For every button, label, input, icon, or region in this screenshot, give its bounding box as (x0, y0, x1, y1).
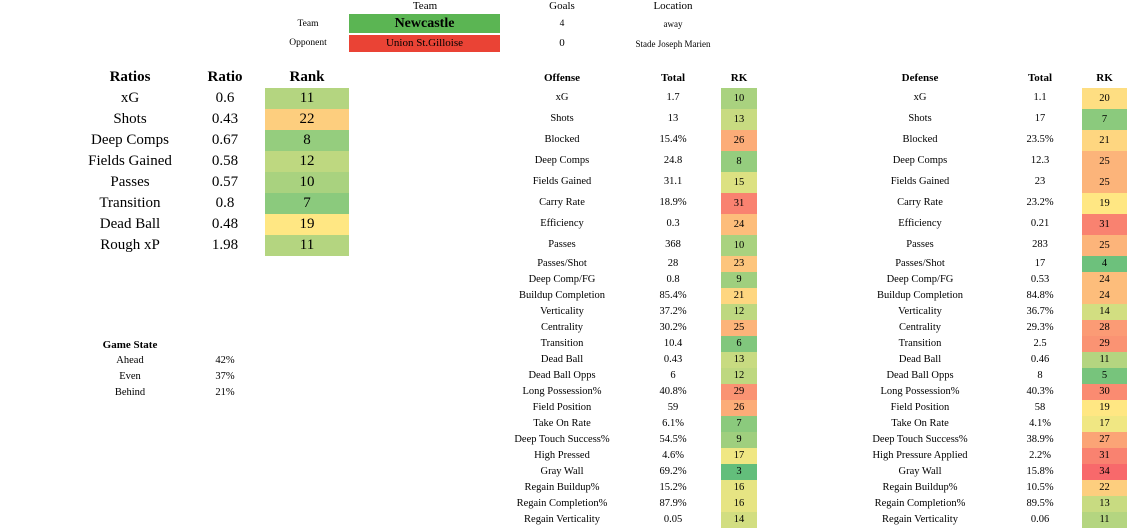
defense-row-total: 89.5% (1026, 497, 1054, 509)
defense-row-rk: 14 (1082, 304, 1127, 320)
offense-row-total: 85.4% (659, 289, 687, 301)
defense-row-total: 15.8% (1026, 465, 1054, 477)
offense-row-total: 6 (670, 369, 676, 381)
defense-row-name: Verticality (898, 305, 942, 317)
offense-row-rk: 21 (721, 288, 757, 304)
ratio-row-value: 1.98 (211, 237, 239, 253)
defense-row-total: 0.21 (1030, 218, 1050, 229)
defense-row-total: 23.2% (1026, 197, 1054, 208)
offense-row-name: Fields Gained (532, 176, 592, 187)
offense-row-name: Gray Wall (540, 465, 584, 477)
offense-row-rk: 16 (721, 480, 757, 496)
offense-row-name: Centrality (541, 321, 583, 333)
ratio-row-name: Transition (99, 195, 161, 211)
defense-row-name: Deep Touch Success% (872, 433, 968, 445)
game-state-label: Ahead (116, 355, 144, 366)
offense-row-name: Deep Comp/FG (528, 273, 596, 285)
header-col-goals: Goals (549, 0, 575, 12)
offense-row-rk: 29 (721, 384, 757, 400)
ratios-header-rank: Rank (289, 69, 325, 85)
offense-row-name: Regain Verticality (524, 513, 600, 525)
offense-row-rk: 15 (721, 172, 757, 193)
offense-row-total: 13 (667, 113, 679, 124)
ratio-row-rank: 7 (265, 193, 349, 214)
defense-row-total: 8 (1037, 369, 1043, 381)
ratio-row-name: Fields Gained (88, 153, 172, 169)
offense-row-rk: 6 (721, 336, 757, 352)
defense-row-total: 283 (1032, 239, 1048, 250)
game-state-value: 42% (215, 355, 235, 366)
offense-row-total: 15.4% (659, 134, 687, 145)
offense-row-name: Regain Buildup% (524, 481, 600, 493)
defense-row-rk: 5 (1082, 368, 1127, 384)
defense-row-total: 38.9% (1026, 433, 1054, 445)
offense-row-total: 69.2% (659, 465, 687, 477)
defense-row-total: 36.7% (1026, 305, 1054, 317)
offense-row-total: 59 (667, 401, 679, 413)
offense-row-name: Regain Completion% (516, 497, 608, 509)
ratio-row-rank: 8 (265, 130, 349, 151)
ratios-header-name: Ratios (109, 69, 151, 85)
defense-row-rk: 25 (1082, 172, 1127, 193)
defense-row-rk: 17 (1082, 416, 1127, 432)
defense-row-rk: 28 (1082, 320, 1127, 336)
defense-row-name: Take On Rate (891, 417, 949, 429)
offense-row-rk: 7 (721, 416, 757, 432)
offense-row-total: 24.8 (663, 155, 683, 166)
game-state-value: 37% (215, 371, 235, 382)
offense-row-total: 40.8% (659, 385, 687, 397)
defense-row-rk: 19 (1082, 400, 1127, 416)
defense-row-total: 10.5% (1026, 481, 1054, 493)
offense-row-name: xG (555, 92, 569, 103)
offense-row-name: Deep Comps (534, 155, 590, 166)
offense-row-name: Transition (540, 337, 584, 349)
ratio-row-value: 0.6 (215, 90, 235, 106)
offense-row-name: Passes (548, 239, 576, 250)
defense-row-rk: 11 (1082, 352, 1127, 368)
opponent-label: Opponent (289, 38, 327, 48)
offense-row-rk: 13 (721, 352, 757, 368)
offense-row-rk: 16 (721, 496, 757, 512)
offense-row-total: 54.5% (659, 433, 687, 445)
offense-row-total: 37.2% (659, 305, 687, 317)
offense-row-rk: 13 (721, 109, 757, 130)
offense-row-rk: 14 (721, 512, 757, 528)
offense-row-name: Dead Ball Opps (528, 369, 596, 381)
offense-header-total: Total (660, 72, 686, 84)
offense-row-rk: 26 (721, 130, 757, 151)
ratio-row-value: 0.58 (211, 153, 239, 169)
game-state-value: 21% (215, 387, 235, 398)
defense-row-name: Passes (906, 239, 934, 250)
ratio-row-name: Rough xP (100, 237, 160, 253)
game-state-label: Even (119, 371, 141, 382)
defense-row-name: Blocked (902, 134, 938, 145)
ratio-row-rank: 19 (265, 214, 349, 235)
offense-row-rk: 23 (721, 256, 757, 272)
defense-row-total: 17 (1034, 113, 1046, 124)
defense-row-rk: 25 (1082, 235, 1127, 256)
opponent-goals: 0 (559, 37, 565, 49)
defense-row-name: Regain Completion% (874, 497, 966, 509)
defense-row-total: 2.5 (1033, 337, 1047, 349)
team-label: Team (297, 19, 319, 29)
defense-row-name: Deep Comps (892, 155, 948, 166)
offense-row-rk: 17 (721, 448, 757, 464)
offense-row-total: 368 (665, 239, 681, 250)
defense-row-rk: 29 (1082, 336, 1127, 352)
defense-row-name: High Pressure Applied (872, 449, 968, 461)
defense-row-name: Long Possession% (880, 385, 960, 397)
offense-row-total: 1.7 (666, 92, 680, 103)
offense-row-name: Take On Rate (533, 417, 591, 429)
offense-row-rk: 31 (721, 193, 757, 214)
defense-row-rk: 22 (1082, 480, 1127, 496)
ratio-row-name: Passes (110, 174, 150, 190)
defense-row-rk: 24 (1082, 288, 1127, 304)
ratio-row-value: 0.8 (215, 195, 235, 211)
offense-header-rk: RK (730, 72, 748, 84)
defense-row-total: 1.1 (1033, 92, 1047, 103)
offense-row-name: Verticality (540, 305, 584, 317)
defense-row-name: Regain Verticality (882, 513, 958, 525)
opponent-name-cell: Union St.Gilloise (349, 35, 500, 52)
ratio-row-rank: 10 (265, 172, 349, 193)
defense-row-total: 23.5% (1026, 134, 1054, 145)
offense-row-name: Long Possession% (522, 385, 602, 397)
defense-row-name: Deep Comp/FG (886, 273, 954, 285)
game-state-label: Behind (114, 387, 146, 398)
offense-row-total: 0.8 (666, 273, 680, 285)
team-location: away (663, 19, 683, 29)
offense-row-total: 31.1 (663, 176, 683, 187)
offense-row-name: Buildup Completion (518, 289, 606, 301)
defense-row-rk: 31 (1082, 448, 1127, 464)
defense-header-rk: RK (1096, 72, 1113, 84)
ratio-row-value: 0.48 (211, 216, 239, 232)
defense-row-rk: 21 (1082, 130, 1127, 151)
team-goals: 4 (559, 19, 565, 29)
offense-row-name: Shots (550, 113, 574, 124)
offense-row-total: 18.9% (659, 197, 687, 208)
defense-row-rk: 24 (1082, 272, 1127, 288)
offense-row-rk: 12 (721, 368, 757, 384)
offense-row-rk: 9 (721, 272, 757, 288)
header-col-location: Location (653, 0, 693, 12)
offense-row-total: 0.05 (663, 513, 683, 525)
defense-row-total: 12.3 (1030, 155, 1050, 166)
defense-row-total: 0.06 (1030, 513, 1050, 525)
offense-row-total: 4.6% (662, 449, 684, 461)
defense-row-total: 2.2% (1029, 449, 1051, 461)
game-state-title: Game State (102, 339, 158, 351)
offense-row-total: 10.4 (663, 337, 683, 349)
team-name-cell: Newcastle (349, 14, 500, 33)
defense-row-rk: 20 (1082, 88, 1127, 109)
offense-row-name: Passes/Shot (537, 257, 587, 269)
offense-row-name: Dead Ball (540, 353, 584, 365)
defense-row-name: Regain Buildup% (882, 481, 958, 493)
offense-row-rk: 3 (721, 464, 757, 480)
defense-row-name: Dead Ball (898, 353, 942, 365)
ratios-header-ratio: Ratio (207, 69, 243, 85)
offense-row-rk: 8 (721, 151, 757, 172)
defense-row-rk: 13 (1082, 496, 1127, 512)
offense-row-total: 15.2% (659, 481, 687, 493)
defense-row-rk: 7 (1082, 109, 1127, 130)
defense-row-rk: 34 (1082, 464, 1127, 480)
defense-row-rk: 30 (1082, 384, 1127, 400)
ratio-row-value: 0.43 (211, 111, 239, 127)
defense-row-name: Efficiency (898, 218, 942, 229)
offense-row-total: 30.2% (659, 321, 687, 333)
defense-row-name: Fields Gained (890, 176, 950, 187)
defense-row-total: 4.1% (1029, 417, 1051, 429)
defense-row-name: xG (913, 92, 927, 103)
offense-header-name: Offense (543, 72, 581, 84)
offense-row-rk: 12 (721, 304, 757, 320)
offense-row-total: 6.1% (662, 417, 684, 429)
offense-row-name: Field Position (532, 401, 592, 413)
defense-row-name: Carry Rate (897, 197, 943, 208)
defense-row-name: Gray Wall (898, 465, 942, 477)
offense-row-rk: 24 (721, 214, 757, 235)
ratio-row-name: Deep Comps (91, 132, 169, 148)
defense-header-total: Total (1027, 72, 1053, 84)
offense-row-name: High Pressed (534, 449, 590, 461)
defense-row-total: 84.8% (1026, 289, 1054, 301)
defense-row-name: Transition (898, 337, 942, 349)
defense-row-name: Shots (908, 113, 932, 124)
offense-row-total: 87.9% (659, 497, 687, 509)
defense-row-total: 0.53 (1030, 273, 1050, 285)
offense-row-name: Deep Touch Success% (514, 433, 610, 445)
opponent-location: Stade Joseph Marien (635, 39, 711, 49)
ratio-row-name: Dead Ball (99, 216, 161, 232)
defense-row-rk: 11 (1082, 512, 1127, 528)
defense-row-total: 17 (1034, 257, 1046, 269)
defense-row-name: Field Position (890, 401, 950, 413)
defense-row-name: Passes/Shot (895, 257, 945, 269)
offense-row-rk: 10 (721, 235, 757, 256)
defense-row-rk: 4 (1082, 256, 1127, 272)
defense-header-name: Defense (901, 72, 939, 84)
offense-row-name: Carry Rate (539, 197, 585, 208)
ratio-row-rank: 12 (265, 151, 349, 172)
ratio-row-value: 0.57 (211, 174, 239, 190)
offense-row-rk: 10 (721, 88, 757, 109)
defense-row-total: 29.3% (1026, 321, 1054, 333)
defense-row-total: 58 (1034, 401, 1046, 413)
defense-row-name: Dead Ball Opps (886, 369, 954, 381)
offense-row-total: 0.3 (666, 218, 680, 229)
defense-row-rk: 27 (1082, 432, 1127, 448)
ratio-row-rank: 11 (265, 88, 349, 109)
defense-row-rk: 31 (1082, 214, 1127, 235)
defense-row-name: Buildup Completion (876, 289, 964, 301)
ratio-row-rank: 22 (265, 109, 349, 130)
ratio-row-name: xG (120, 90, 140, 106)
ratio-row-rank: 11 (265, 235, 349, 256)
offense-row-rk: 9 (721, 432, 757, 448)
header-col-team: Team (412, 0, 438, 12)
offense-row-name: Blocked (544, 134, 580, 145)
offense-row-name: Efficiency (540, 218, 584, 229)
defense-row-total: 0.46 (1030, 353, 1050, 365)
defense-row-total: 23 (1034, 176, 1046, 187)
defense-row-name: Centrality (899, 321, 941, 333)
offense-row-rk: 25 (721, 320, 757, 336)
defense-row-rk: 19 (1082, 193, 1127, 214)
offense-row-rk: 26 (721, 400, 757, 416)
defense-row-total: 40.3% (1026, 385, 1054, 397)
ratio-row-value: 0.67 (211, 132, 239, 148)
offense-row-total: 28 (667, 257, 679, 269)
ratio-row-name: Shots (113, 111, 147, 127)
offense-row-total: 0.43 (663, 353, 683, 365)
defense-row-rk: 25 (1082, 151, 1127, 172)
